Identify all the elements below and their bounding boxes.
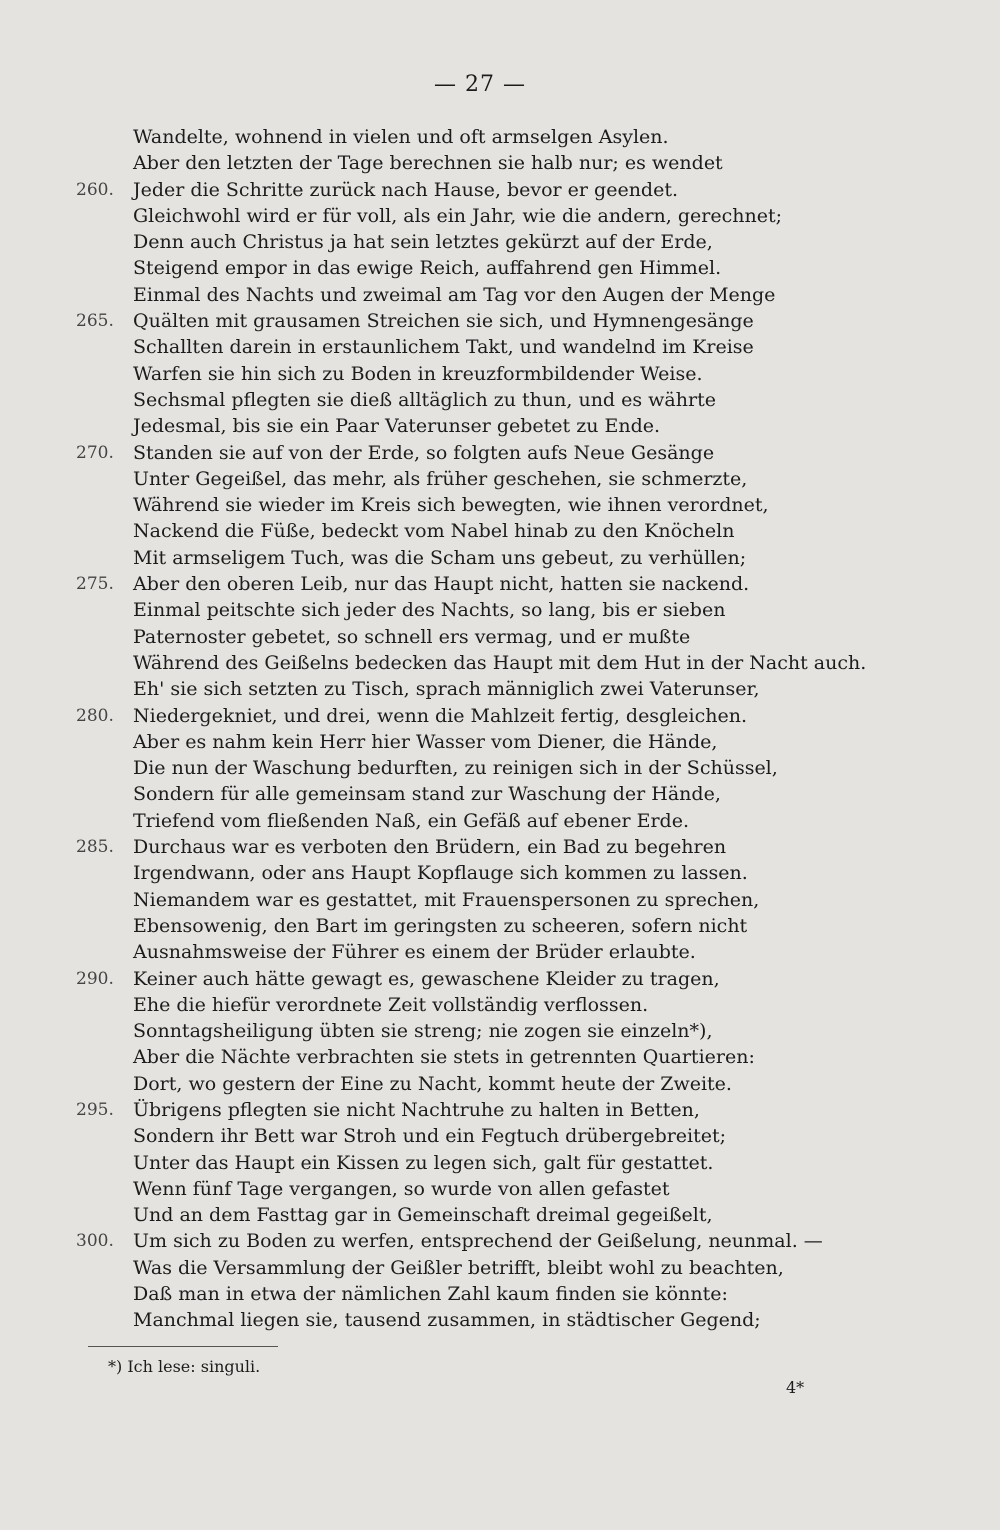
poem-line bbox=[0, 1255, 1000, 1281]
poem-line bbox=[0, 992, 1000, 1018]
line-number: 275. bbox=[76, 574, 114, 595]
line-text: Daß man in etwa der nämlichen Zahl kaum finden sie könnte: bbox=[133, 1283, 728, 1306]
line-text: Aber die Nächte verbrachten sie stets in getrennten Quartieren: bbox=[133, 1046, 755, 1069]
poem-line bbox=[0, 1281, 1000, 1307]
line-text: Aber den letzten der Tage berechnen sie halb nur; es wendet bbox=[133, 152, 723, 175]
line-text: Ausnahmsweise der Führer es einem der Brüder erlaubte. bbox=[133, 941, 696, 964]
line-number: 280. bbox=[76, 705, 114, 726]
poem-line bbox=[0, 1307, 1000, 1333]
line-text: Einmal peitschte sich jeder des Nachts, so lang, bis er sieben bbox=[133, 599, 726, 622]
line-text: Ehe die hiefür verordnete Zeit vollständig verflossen. bbox=[133, 993, 649, 1016]
poem-line bbox=[0, 1071, 1000, 1097]
poem-line bbox=[0, 229, 1000, 255]
poem-line bbox=[0, 466, 1000, 492]
line-text: Die nun der Waschung bedurften, zu reinigen sich in der Schüssel, bbox=[133, 757, 778, 780]
poem-line bbox=[0, 203, 1000, 229]
page-number: — 27 — bbox=[434, 72, 526, 97]
line-text: Quälten mit grausamen Streichen sie sich, und Hymnengesänge bbox=[133, 310, 754, 333]
poem-line bbox=[0, 1176, 1000, 1202]
poem-line bbox=[0, 150, 1000, 176]
line-text: Sechsmal pflegten sie dieß alltäglich zu thun, und es währte bbox=[133, 388, 716, 411]
line-text: Standen sie auf von der Erde, so folgten aufs Neue Gesänge bbox=[133, 441, 715, 464]
line-text: Während sie wieder im Kreis sich bewegten, wie ihnen verordnet, bbox=[133, 494, 769, 517]
line-text: Wandelte, wohnend in vielen und oft armselgen Asylen. bbox=[133, 126, 669, 148]
poem-line bbox=[0, 887, 1000, 913]
line-text: Nackend die Füße, bedeckt vom Nabel hinab zu den Knöcheln bbox=[133, 520, 735, 543]
poem-line bbox=[0, 1044, 1000, 1070]
line-text: Jeder die Schritte zurück nach Hause, bevor er geendet. bbox=[133, 178, 679, 201]
poem-line bbox=[0, 440, 1000, 466]
line-number: 265. bbox=[76, 311, 114, 332]
line-text: Jedesmal, bis sie ein Paar Vaterunser gebetet zu Ende. bbox=[133, 415, 661, 438]
line-text: Paternoster gebetet, so schnell ers vermag, und er mußte bbox=[133, 625, 691, 648]
poem-text bbox=[0, 124, 1000, 1334]
line-number: 260. bbox=[76, 179, 114, 200]
poem-line bbox=[0, 781, 1000, 807]
poem-line bbox=[0, 387, 1000, 413]
poem-line bbox=[0, 413, 1000, 439]
poem-line bbox=[0, 1018, 1000, 1044]
poem-line bbox=[0, 255, 1000, 281]
line-text: Sonntagsheiligung übten sie streng; nie zogen sie einzeln*), bbox=[133, 1020, 713, 1043]
line-text: Einmal des Nachts und zweimal am Tag vor den Augen der Menge bbox=[133, 283, 776, 306]
line-text: Und an dem Fasttag gar in Gemeinschaft dreimal gegeißelt, bbox=[133, 1204, 713, 1227]
poem-line bbox=[0, 1097, 1000, 1123]
poem-line bbox=[0, 361, 1000, 387]
signature-mark: 4* bbox=[786, 1378, 805, 1397]
line-number: 290. bbox=[76, 968, 114, 989]
line-number: 270. bbox=[76, 442, 114, 463]
line-text: Niedergekniet, und drei, wenn die Mahlzeit fertig, desgleichen. bbox=[133, 704, 748, 727]
poem-line bbox=[0, 308, 1000, 334]
line-text: Ebensowenig, den Bart im geringsten zu scheeren, sofern nicht bbox=[133, 914, 748, 937]
poem-line bbox=[0, 755, 1000, 781]
line-text: Sondern ihr Bett war Stroh und ein Fegtuch drübergebreitet; bbox=[133, 1125, 727, 1148]
line-text: Manchmal liegen sie, tausend zusammen, in städtischer Gegend; bbox=[133, 1309, 761, 1332]
line-text: Unter Gegeißel, das mehr, als früher geschehen, sie schmerzte, bbox=[133, 467, 748, 490]
line-text: Irgendwann, oder ans Haupt Kopflauge sich kommen zu lassen. bbox=[133, 862, 748, 885]
poem-line bbox=[0, 124, 1000, 150]
line-number: 300. bbox=[76, 1231, 114, 1252]
poem-line bbox=[0, 545, 1000, 571]
poem-line bbox=[0, 676, 1000, 702]
poem-line bbox=[0, 597, 1000, 623]
poem-line bbox=[0, 624, 1000, 650]
line-text: Übrigens pflegten sie nicht Nachtruhe zu halten in Betten, bbox=[133, 1098, 700, 1121]
poem-line bbox=[0, 571, 1000, 597]
line-text: Aber es nahm kein Herr hier Wasser vom Diener, die Hände, bbox=[133, 730, 718, 753]
line-text: Steigend empor in das ewige Reich, auffahrend gen Himmel. bbox=[133, 257, 722, 280]
footnote: *) Ich lese: singuli. bbox=[108, 1357, 261, 1376]
poem-line bbox=[0, 729, 1000, 755]
line-text: Aber den oberen Leib, nur das Haupt nicht, hatten sie nackend. bbox=[133, 573, 750, 596]
poem-line bbox=[0, 966, 1000, 992]
poem-line bbox=[0, 1123, 1000, 1149]
poem-line bbox=[0, 1202, 1000, 1228]
line-text: Eh' sie sich setzten zu Tisch, sprach männiglich zwei Vaterunser, bbox=[133, 678, 760, 701]
footnote-divider bbox=[88, 1346, 278, 1347]
poem-line bbox=[0, 939, 1000, 965]
poem-line bbox=[0, 834, 1000, 860]
line-text: Wenn fünf Tage vergangen, so wurde von allen gefastet bbox=[133, 1177, 670, 1200]
line-text: Mit armseligem Tuch, was die Scham uns gebeut, zu verhüllen; bbox=[133, 546, 747, 569]
line-text: Was die Versammlung der Geißler betrifft, bleibt wohl zu beachten, bbox=[133, 1256, 784, 1279]
line-text: Durchaus war es verboten den Brüdern, ein Bad zu begehren bbox=[133, 836, 727, 859]
line-text: Niemandem war es gestattet, mit Frauenspersonen zu sprechen, bbox=[133, 888, 760, 911]
poem-line bbox=[0, 282, 1000, 308]
line-text: Gleichwohl wird er für voll, als ein Jahr, wie die andern, gerechnet; bbox=[133, 204, 782, 227]
line-text: Keiner auch hätte gewagt es, gewaschene Kleider zu tragen, bbox=[133, 967, 720, 990]
line-text: Um sich zu Boden zu werfen, entsprechend der Geißelung, neunmal. — bbox=[133, 1230, 823, 1253]
line-text: Warfen sie hin sich zu Boden in kreuzformbildender Weise. bbox=[133, 362, 703, 385]
poem-line bbox=[0, 518, 1000, 544]
line-text: Denn auch Christus ja hat sein letztes gekürzt auf der Erde, bbox=[133, 231, 713, 254]
poem-line bbox=[0, 808, 1000, 834]
line-text: Triefend vom fließenden Naß, ein Gefäß auf ebener Erde. bbox=[133, 809, 689, 832]
poem-line bbox=[0, 1150, 1000, 1176]
poem-line bbox=[0, 334, 1000, 360]
line-number: 295. bbox=[76, 1099, 114, 1120]
line-text: Während des Geißelns bedecken das Haupt mit dem Hut in der Nacht auch. bbox=[133, 651, 867, 674]
line-text: Dort, wo gestern der Eine zu Nacht, kommt heute der Zweite. bbox=[133, 1072, 732, 1095]
poem-line bbox=[0, 492, 1000, 518]
line-number: 285. bbox=[76, 837, 114, 858]
poem-line bbox=[0, 650, 1000, 676]
poem-line bbox=[0, 177, 1000, 203]
poem-line bbox=[0, 913, 1000, 939]
line-text: Sondern für alle gemeinsam stand zur Waschung der Hände, bbox=[133, 783, 721, 806]
poem-line bbox=[0, 860, 1000, 886]
poem-line bbox=[0, 1228, 1000, 1254]
poem-line bbox=[0, 703, 1000, 729]
line-text: Schallten darein in erstaunlichem Takt, und wandelnd im Kreise bbox=[133, 336, 754, 359]
line-text: Unter das Haupt ein Kissen zu legen sich, galt für gestattet. bbox=[133, 1151, 714, 1174]
